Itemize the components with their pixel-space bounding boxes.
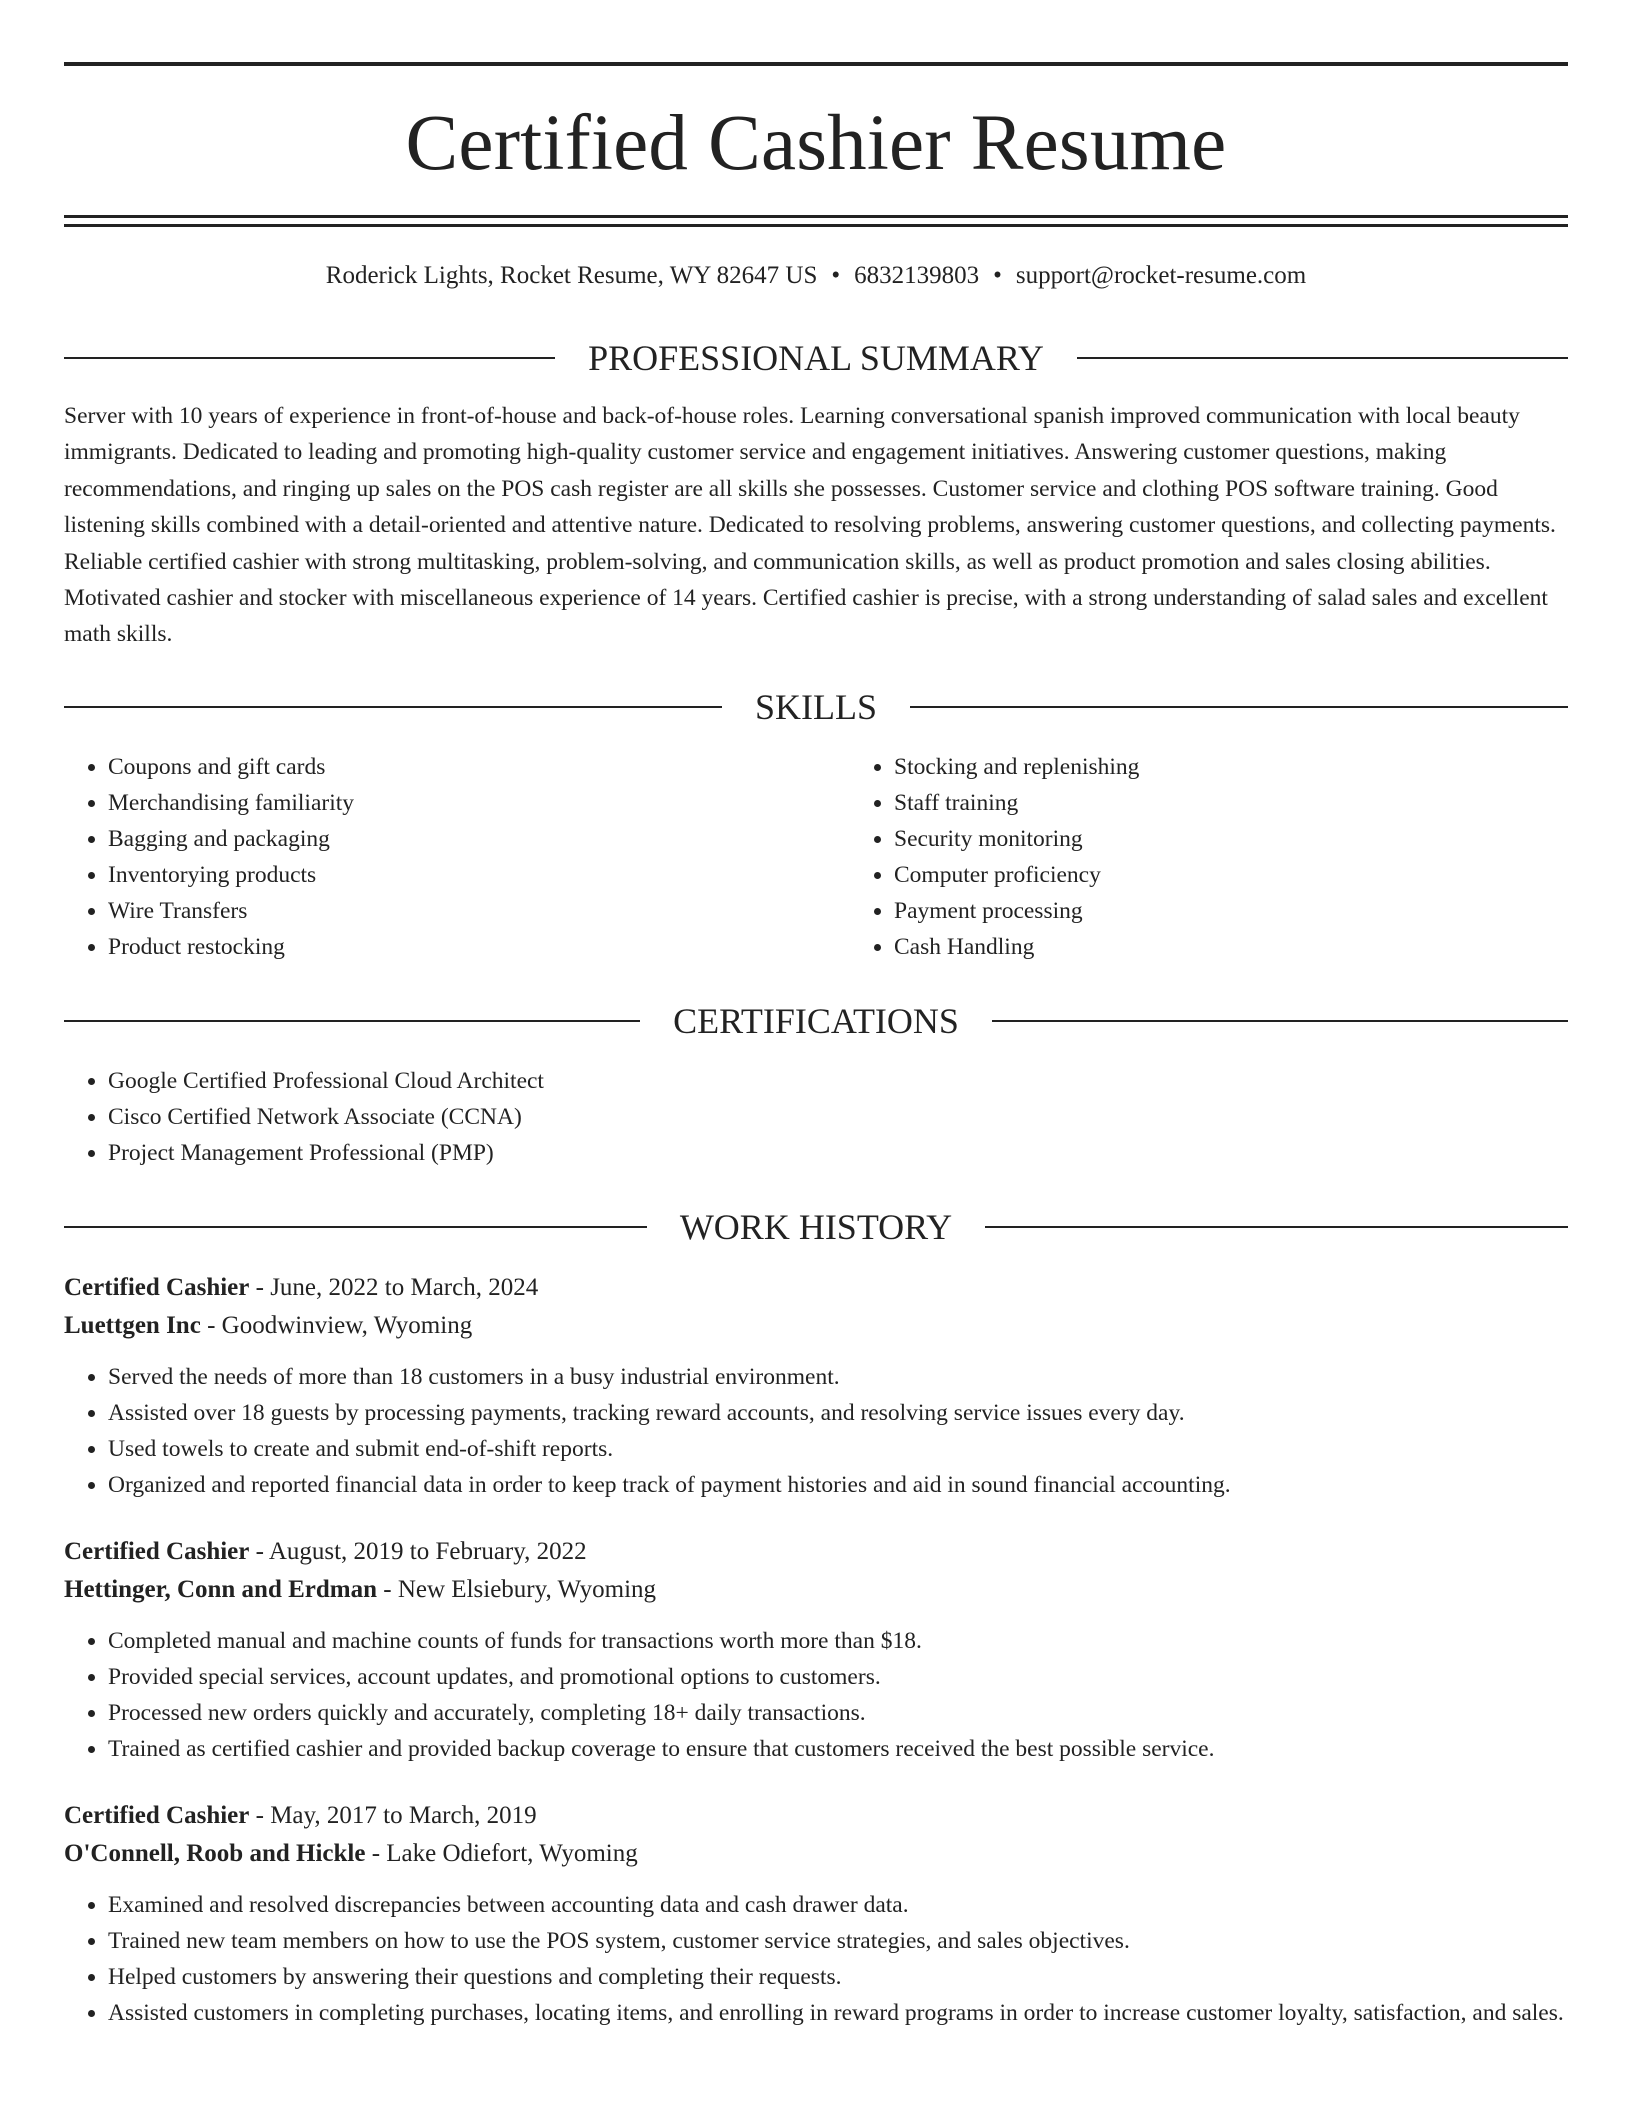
skill-item: • Stocking and replenishing: [894, 749, 1568, 785]
certification-item: • Project Management Professional (PMP): [108, 1135, 1568, 1171]
double-rule: [64, 215, 1568, 227]
job-bullet: • Served the needs of more than 18 customers in a busy industrial environment.: [108, 1359, 1568, 1395]
contact-separator: •: [831, 262, 841, 289]
summary-text: Server with 10 years of experience in front-of-house and back-of-house roles. Learning conversational spanish improved communication with local beauty immigrants. Dedicated to leading and promoting high-quality customer service and engagement initiatives. Answering customer questions, making recommendations, and ringing up sales on the POS cash register are all skills she possesses. Customer service and clothing POS software training. Good listening skills combined with a detail-oriented and attentive nature. Dedicated to resolving problems, answering customer questions, and collecting payments. Reliable certified cashier with strong multitasking, problem-solving, and communication skills, as well as product promotion and sales closing abilities. Motivated cashier and stocker with miscellaneous experience of 14 years. Certified cashier is precise, with a strong understanding of salad sales and excellent math skills.: [64, 403, 1556, 648]
certification-item: • Google Certified Professional Cloud Architect: [108, 1063, 1568, 1099]
certification-item: • Cisco Certified Network Associate (CCNA): [108, 1099, 1568, 1135]
job-bullet: • Examined and resolved discrepancies between accounting data and cash drawer data.: [108, 1887, 1568, 1923]
section-heading-certifications: [64, 1000, 1568, 1041]
job-title-line: [64, 1533, 1568, 1571]
job-location: Lake Odiefort, Wyoming: [386, 1839, 638, 1867]
job-dash: -: [249, 1273, 271, 1301]
job-bullet: • Assisted customers in completing purchases, locating items, and enrolling in reward programs in order to increase customer loyalty, satisfaction, and sales.: [108, 1995, 1568, 2031]
skill-item: • Coupons and gift cards: [108, 749, 850, 785]
job-bullets: [64, 1887, 1568, 2031]
contact-email: support@rocket-resume.com: [1015, 262, 1307, 289]
job-dates: May, 2017 to March, 2019: [270, 1801, 537, 1829]
job-bullet: • Trained new team members on how to use the POS system, customer service strategies, and sales objectives.: [108, 1923, 1568, 1959]
job-title-line: [64, 1797, 1568, 1835]
skill-item: • Product restocking: [108, 929, 850, 965]
skills-list: [64, 749, 1568, 965]
job-bullet: • Helped customers by answering their questions and completing their requests.: [108, 1959, 1568, 1995]
job-bullet: • Used towels to create and submit end-of-shift reports.: [108, 1431, 1568, 1467]
job-entry: [64, 1797, 1568, 2031]
contact-address: Roderick Lights, Rocket Resume, WY 82647 US: [325, 262, 818, 289]
job-dash: -: [249, 1801, 271, 1829]
contact-line: [64, 263, 1568, 288]
skill-item: • Computer proficiency: [894, 857, 1568, 893]
skill-item: • Cash Handling: [894, 929, 1568, 965]
contact-separator: •: [993, 262, 1002, 289]
job-dash: -: [365, 1839, 387, 1867]
job-bullets: [64, 1623, 1568, 1767]
job-company: O'Connell, Roob and Hickle: [64, 1839, 366, 1867]
job-bullets: [64, 1359, 1568, 1503]
job-bullet: • Organized and reported financial data in order to keep track of payment histories and aid in sound financial accounting.: [108, 1467, 1568, 1503]
section-heading-skills: [64, 686, 1568, 727]
certifications-list: [64, 1063, 1568, 1171]
section-heading-label: SKILLS: [755, 686, 878, 727]
job-dash: -: [200, 1311, 222, 1339]
section-heading-label: CERTIFICATIONS: [673, 1000, 959, 1041]
section-heading-summary: [64, 340, 1568, 376]
job-entry: [64, 1269, 1568, 1503]
job-company: Luettgen Inc: [64, 1311, 201, 1339]
skill-item: • Security monitoring: [894, 821, 1568, 857]
job-title: Certified Cashier: [64, 1273, 250, 1301]
job-title: Certified Cashier: [64, 1801, 250, 1829]
job-company-line: [64, 1835, 1568, 1873]
job-dash: -: [249, 1537, 269, 1565]
skill-item: • Wire Transfers: [108, 893, 850, 929]
resume-title: Certified Cashier Resume: [405, 100, 1227, 187]
job-bullet: • Provided special services, account updates, and promotional options to customers.: [108, 1659, 1568, 1695]
job-bullet: • Assisted over 18 guests by processing payments, tracking reward accounts, and resolving service issues every day.: [108, 1395, 1568, 1431]
job-bullet: • Processed new orders quickly and accurately, completing 18+ daily transactions.: [108, 1695, 1568, 1731]
job-bullet: • Trained as certified cashier and provided backup coverage to ensure that customers received the best possible service.: [108, 1731, 1568, 1767]
skill-item: • Payment processing: [894, 893, 1568, 929]
job-bullet: • Completed manual and machine counts of funds for transactions worth more than $18.: [108, 1623, 1568, 1659]
skill-item: • Inventorying products: [108, 857, 850, 893]
job-company: Hettinger, Conn and Erdman: [64, 1575, 378, 1603]
skills-column-right: [850, 749, 1568, 965]
job-dates: August, 2019 to February, 2022: [268, 1537, 587, 1565]
section-heading-label: PROFESSIONAL SUMMARY: [588, 338, 1044, 378]
job-location: Goodwinview, Wyoming: [221, 1311, 473, 1339]
skill-item: • Bagging and packaging: [108, 821, 850, 857]
skill-item: • Staff training: [894, 785, 1568, 821]
job-entry: [64, 1533, 1568, 1767]
section-heading-work-history: [64, 1206, 1568, 1247]
job-company-line: [64, 1307, 1568, 1345]
job-title: Certified Cashier: [64, 1537, 250, 1565]
contact-phone: 6832139803: [854, 262, 980, 289]
job-dash: -: [377, 1575, 398, 1603]
top-rule: [64, 62, 1568, 66]
job-company-line: [64, 1571, 1568, 1609]
skill-item: • Merchandising familiarity: [108, 785, 850, 821]
skills-column-left: [64, 749, 850, 965]
job-dates: June, 2022 to March, 2024: [270, 1273, 539, 1301]
section-heading-label: WORK HISTORY: [679, 1206, 953, 1247]
job-location: New Elsiebury, Wyoming: [397, 1575, 657, 1603]
job-title-line: [64, 1269, 1568, 1307]
